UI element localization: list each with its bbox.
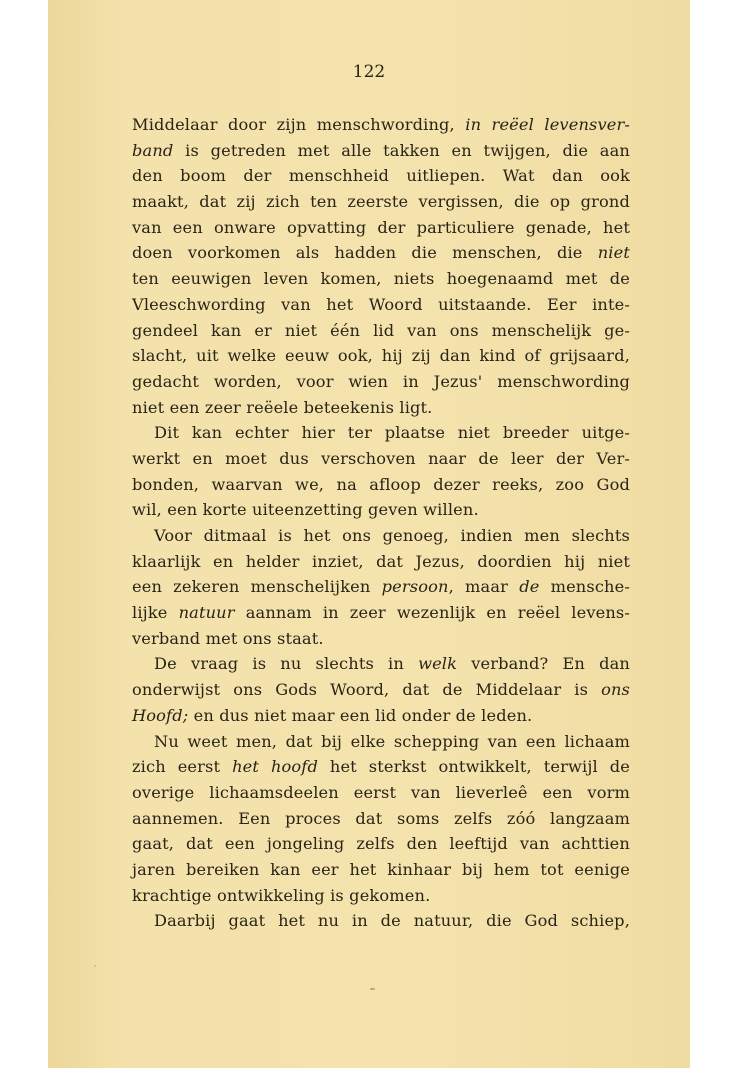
text-line [132,266,630,292]
text-line [132,780,630,806]
text-segment: Middelaar door zijn menschwording, [132,115,466,134]
text-segment: bonden, waarvan we, na afloop dezer reeks, zoo God [132,474,630,494]
text-segment: Dit kan echter hier ter plaatse niet breeder uitge- [154,423,630,443]
text-segment: verband met ons staat. [132,628,324,648]
text-line [132,600,630,626]
text-line [132,163,630,189]
italic-text: ons [601,680,630,700]
text-line [132,806,630,832]
text-segment: onderwijst ons Gods Woord, dat de Middelaar is [132,680,602,700]
text-line [132,754,630,780]
text-line [132,523,630,549]
text-line [132,703,630,729]
text-line [132,240,630,266]
italic-text: de [519,577,540,597]
text-segment: is getreden met alle takken en twijgen, die aan [173,140,630,160]
text-line [132,446,630,472]
text-segment: en dus niet maar een lid onder de leden. [188,705,533,725]
text-segment: gendeel kan er niet één lid van ons menschelijk ge- [132,320,630,340]
text-segment: aannam in zeer wezenlijk en reëel levens- [234,603,630,623]
text-segment: werkt en moet dus verschoven naar de leer der Ver- [132,448,630,468]
page-number: 122 [352,62,386,82]
text-segment: den boom der menschheid uitliepen. Wat dan ook [132,166,630,186]
text-segment: De vraag is nu slechts in [154,654,419,674]
italic-text: band [132,140,174,160]
text-line [132,857,630,883]
italic-text: welk [418,654,458,674]
paragraph [132,908,630,934]
text-segment: gaat, dat een jongeling zelfs den leeftijd van achttien [132,834,630,854]
text-segment: een zekeren menschelijken [132,577,382,597]
text-line [132,651,630,677]
paragraph [132,651,630,728]
italic-text: niet [597,243,630,263]
text-line [132,472,630,498]
paragraph [132,420,630,523]
text-line [132,138,630,164]
book-page [48,0,690,1068]
text-line [132,318,630,344]
text-line [132,883,630,909]
text-segment: Daarbij gaat het nu in de natuur, die God schiep, [154,911,630,931]
text-segment: mensche- [539,577,630,597]
paper-speck [370,988,375,990]
text-segment: gedacht worden, voor wien in Jezus' menschwording [132,371,630,391]
text-line [132,369,630,395]
text-segment: doen voorkomen als hadden die menschen, die [132,243,598,263]
text-segment: aannemen. Een proces dat soms zelfs zóó langzaam [132,808,630,828]
text-line [132,189,630,215]
text-line [132,395,630,421]
text-segment: maakt, dat zij zich ten zeerste vergissen, die op grond [132,192,630,212]
italic-text: natuur [178,603,235,623]
italic-text: Hoofd; [132,705,189,725]
italic-text: in reëel levensver- [465,115,631,134]
text-line [132,729,630,755]
text-segment: krachtige ontwikkeling is gekomen. [132,885,431,905]
text-segment: verband? En dan [457,654,630,674]
text-segment: Nu weet men, dat bij elke schepping van een lichaam [154,731,630,751]
text-segment: lijke [132,603,179,623]
text-segment: slacht, uit welke eeuw ook, hij zij dan kind of grijsaard, [132,346,630,366]
paragraph [132,729,630,909]
text-segment: niet een zeer reëele beteekenis ligt. [132,397,433,417]
text-line [132,908,630,934]
text-line [132,497,630,523]
text-line [132,343,630,369]
text-line [132,420,630,446]
text-segment: ten eeuwigen leven komen, niets hoegenaamd met de [132,269,630,289]
italic-text: het hoofd [232,757,318,777]
text-line [132,112,630,138]
italic-text: persoon [381,577,449,597]
text-line [132,677,630,703]
text-line [132,574,630,600]
text-segment: klaarlijk en helder inziet, dat Jezus, doordien hij niet [132,551,630,571]
text-segment: Vleeschwording van het Woord uitstaande. Eer inte- [132,294,630,314]
paragraph [132,112,630,420]
body-text [132,112,630,934]
paper-speck [94,965,96,967]
text-segment: , maar [448,577,520,597]
paragraph [132,523,630,651]
text-segment: overige lichaamsdeelen eerst van lieverleê een vorm [132,782,630,802]
text-segment: wil, een korte uiteenzetting geven willen. [132,500,479,520]
text-line [132,215,630,241]
text-segment: Voor ditmaal is het ons genoeg, indien men slechts [154,526,630,545]
text-line [132,292,630,318]
text-segment: jaren bereiken kan eer het kinhaar bij hem tot eenige [132,859,630,879]
text-line [132,626,630,652]
text-segment: het sterkst ontwikkelt, terwijl de [317,757,630,777]
text-line [132,549,630,575]
text-segment: zich eerst [132,757,233,777]
text-line [132,831,630,857]
text-segment: van een onware opvatting der particuliere genade, het [132,217,630,237]
